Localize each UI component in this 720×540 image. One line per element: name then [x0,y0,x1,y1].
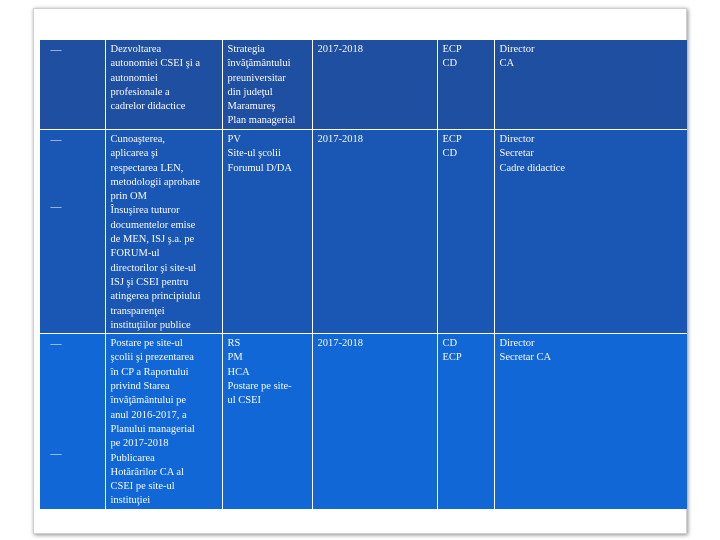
activity-text: anul 2016-2017, a [110,409,187,421]
activity-text: autonomiei CSEI şi a [110,58,201,70]
activity-cell [105,334,222,509]
activity-text: Publicarea [110,452,155,464]
bullet-dash: — [50,44,62,56]
resources-cell [222,40,312,130]
responsible-text: CD [442,58,458,70]
activity-text: Planului managerial [110,423,195,435]
bullet-dash: — [50,134,62,146]
period-text: 2017-2018 [317,44,363,55]
responsible-text: CD [442,338,458,350]
bullet-cell [40,40,105,130]
activity-text: profesionale a [110,86,170,98]
responsible-text: CD [442,148,458,160]
activity-cell [105,130,222,334]
resource-text: Strategia [227,44,265,55]
resource-text: Plan managerial [227,115,296,127]
activity-text: cadrelor didactice [110,101,186,113]
activity-text: atingerea principiului [110,291,201,303]
activity-text: aplicarea şi [110,148,159,160]
resources-cell [222,334,312,509]
resource-text: RS [227,338,241,350]
partner-text: Secretar CA [499,352,552,364]
activity-text: privind Starea [110,381,170,393]
responsible-cell [437,130,494,334]
activity-text: autonomiei [110,72,158,84]
responsible-cell [437,40,494,130]
activity-text: Însuşirea tuturor [110,205,180,217]
activity-text: în CP a Raportului [110,366,189,378]
resource-text: HCA [227,366,250,378]
resources-cell [222,130,312,334]
partner-text: Director [499,134,535,145]
period-cell [312,40,437,130]
bullet-cell [40,130,105,334]
partner-text: Cadre didactice [499,162,566,174]
bullet-dash: — [50,448,62,461]
activity-text: ISJ şi CSEI pentru [110,276,189,288]
responsible-text: ECP [442,352,462,364]
resource-text: Forumul D/DA [227,162,292,174]
period-cell [312,334,437,509]
activity-cell [105,40,222,130]
activity-text: respectarea LEN, [110,162,184,174]
activity-text: şcolii şi prezentarea [110,352,194,364]
partner-text: Director [499,44,535,55]
partners-cell [494,40,687,130]
partners-cell [494,130,687,334]
bullet-cell [40,334,105,509]
activity-text: instituţiei [110,495,151,507]
activity-text: pe 2017-2018 [110,438,169,450]
activity-text: Hotărârilor CA al [110,466,184,478]
activity-text: Postare pe site-ul [110,338,183,350]
responsible-text: ECP [442,134,462,145]
resource-text: PV [227,134,241,145]
activity-text: instituţiilor publice [110,319,191,331]
table-row [40,130,687,334]
resource-text: Site-ul şcolii [227,148,281,160]
resource-text: Maramureş [227,101,276,113]
table-row [40,334,687,509]
period-text: 2017-2018 [317,134,363,145]
bullet-dash: — [50,338,62,351]
activity-text: de MEN, ISJ ş.a. pe [110,234,195,246]
resource-text: PM [227,352,243,364]
resource-text: învăţământului [227,58,291,70]
activity-text: CSEI pe site-ul [110,481,175,493]
resource-text: preuniversitar [227,72,286,84]
activity-text: Dezvoltarea [110,44,162,55]
activity-table [40,40,687,509]
activity-text: Cunoaşterea, [110,134,166,145]
resource-text: Postare pe site- [227,381,292,393]
resource-text: din judeţul [227,86,273,98]
responsible-cell [437,334,494,509]
period-text: 2017-2018 [317,338,363,350]
activity-text: transparenţei [110,305,165,317]
table-row [40,40,687,130]
partner-text: CA [499,58,515,70]
partner-text: Director [499,338,535,350]
partner-text: Secretar [499,148,534,160]
activity-text: documentelor emise [110,219,196,231]
activity-text: învăţământului pe [110,395,187,407]
activity-text: metodologii aprobate [110,176,201,188]
partners-cell [494,334,687,509]
resource-text: ul CSEI [227,395,262,407]
activity-text: directorilor şi site-ul [110,262,197,274]
responsible-text: ECP [442,44,462,55]
bullet-dash: — [50,201,62,214]
activity-text: FORUM-ul [110,248,160,260]
period-cell [312,130,437,334]
activity-text: prin OM [110,191,147,203]
